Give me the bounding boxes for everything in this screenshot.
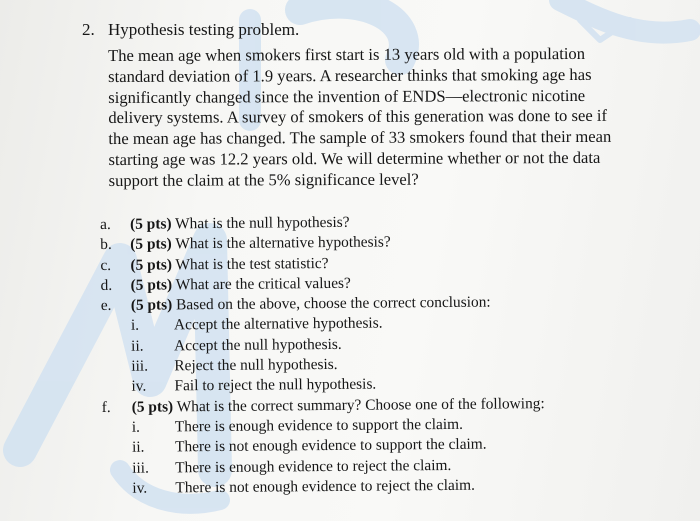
- part-text: What is the test statistic?: [171, 254, 329, 273]
- part-points: (5 pts): [131, 398, 174, 416]
- option-label: iv.: [132, 479, 148, 497]
- part-points: (5 pts): [130, 276, 173, 294]
- paragraph-line: The mean age when smokers first start is 13 years old with a population: [108, 43, 586, 65]
- option-label: ii.: [131, 337, 144, 355]
- paragraph-line: significantly changed since the invention of ENDS—electronic nicotine: [108, 85, 586, 107]
- option-text: Accept the alternative hypothesis.: [173, 315, 383, 334]
- option-text: Accept the null hypothesis.: [174, 335, 342, 355]
- part-label: b.: [100, 236, 112, 254]
- option-label: i.: [130, 317, 140, 335]
- part-text: What is the alternative hypothesis?: [171, 233, 391, 253]
- option-text: There is not enough evidence to support the claim.: [174, 435, 487, 456]
- summary-option: [102, 474, 662, 499]
- option-label: ii.: [131, 438, 145, 456]
- part-label: c.: [100, 256, 112, 274]
- option-label: i.: [131, 418, 141, 436]
- option-text: There is enough evidence to support the claim.: [174, 415, 463, 436]
- question-title: Hypothesis testing problem.: [108, 20, 300, 39]
- option-text: There is not enough evidence to reject the claim.: [175, 476, 476, 497]
- option-label: iii.: [132, 459, 149, 477]
- option-text: Fail to reject the null hypothesis.: [174, 375, 377, 395]
- problem-paragraph: [108, 44, 654, 192]
- part-points: (5 pts): [130, 296, 173, 314]
- paragraph-line: starting age was 12.2 years old. We will determine whether or not the data: [108, 147, 601, 169]
- part-points: (5 pts): [130, 215, 172, 233]
- paragraph-line: the mean age has changed. The sample of 33 smokers found that their mean: [108, 126, 612, 149]
- paragraph-line: delivery systems. A survey of smokers of this generation was done to see if: [108, 106, 607, 128]
- question-parts: [100, 210, 662, 499]
- part-label: a.: [100, 215, 111, 233]
- part-text: What is the null hypothesis?: [171, 213, 350, 233]
- part-label: d.: [100, 276, 113, 294]
- option-text: There is enough evidence to reject the claim.: [175, 456, 452, 476]
- question-header: [82, 20, 299, 40]
- part-points: (5 pts): [130, 255, 172, 274]
- part-label: f.: [101, 398, 111, 416]
- part-text: What is the correct summary? Choose one of the following:: [173, 394, 545, 416]
- paragraph-line: standard deviation of 1.9 years. A researcher thinks that smoking age has: [108, 64, 592, 86]
- part-text: Based on the above, choose the correct conclusion:: [172, 293, 491, 314]
- part-points: (5 pts): [130, 235, 172, 254]
- part-text: What are the critical values?: [172, 274, 351, 294]
- part-label: e.: [100, 297, 112, 315]
- option-text: Reject the null hypothesis.: [174, 356, 338, 375]
- paragraph-line: support the claim at the 5% significance level?: [108, 169, 419, 190]
- option-label: iii.: [131, 357, 149, 375]
- option-label: iv.: [131, 377, 147, 396]
- question-number: 2.: [82, 20, 95, 39]
